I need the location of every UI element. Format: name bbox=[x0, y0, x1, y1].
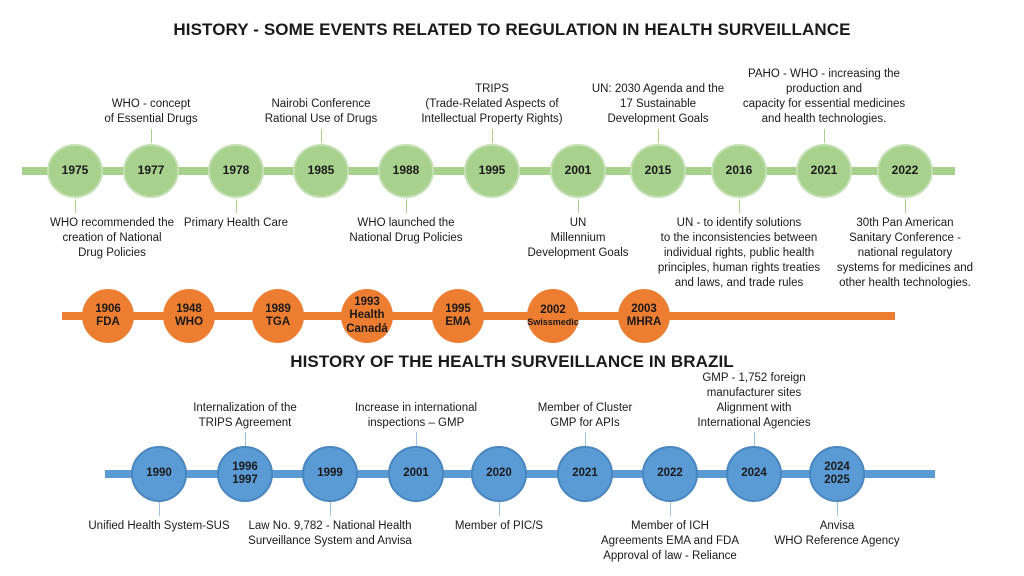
brazil-year: 1999 bbox=[317, 467, 343, 480]
agency-text bbox=[527, 304, 579, 328]
global-tick-1978 bbox=[236, 199, 237, 213]
global-tick-2015 bbox=[658, 129, 659, 143]
global-tick-2022 bbox=[905, 199, 906, 213]
brazil-event-label-2020: Member of PIC/S bbox=[454, 520, 544, 532]
agency-node-who bbox=[163, 289, 215, 343]
agency-year: 1993 bbox=[354, 296, 380, 309]
agency-name: Health Canadá bbox=[346, 309, 388, 335]
global-tick-1995 bbox=[492, 129, 493, 143]
brazil-tick-1990 bbox=[159, 502, 160, 516]
agency-text bbox=[95, 303, 121, 329]
brazil-node-1996-1997 bbox=[217, 446, 273, 502]
agency-name: FDA bbox=[96, 316, 120, 328]
brazil-year: 1990 bbox=[146, 467, 172, 480]
global-node-1995: 1995 bbox=[464, 144, 520, 198]
global-tick-2001 bbox=[578, 199, 579, 213]
global-event-label-1975: WHO recommended the creation of National Drug Policies bbox=[50, 217, 174, 259]
brazil-event-label-2021: Member of Cluster GMP for APIs bbox=[537, 402, 633, 429]
global-event-label-1985: Nairobi Conference Rational Use of Drugs bbox=[264, 98, 378, 125]
brazil-event-label-2022: Member of ICH Agreements EMA and FDA Approval of law - Reliance bbox=[600, 520, 740, 562]
agency-text bbox=[445, 303, 471, 329]
brazil-node-2020 bbox=[471, 446, 527, 502]
global-event-label-1995: TRIPS (Trade-Related Aspects of Intellectual Property Rights) bbox=[421, 83, 563, 125]
agency-year: 1906 bbox=[95, 302, 121, 315]
global-node-2015: 2015 bbox=[630, 144, 686, 198]
agency-text bbox=[346, 296, 388, 336]
brazil-year: 2024 2025 bbox=[824, 460, 850, 486]
brazil-event-label-2024 2025: Anvisa WHO Reference Agency bbox=[774, 520, 900, 547]
brazil-tick-2024 2025 bbox=[837, 502, 838, 516]
brazil-node-2024 bbox=[726, 446, 782, 502]
global-event-label-2022: 30th Pan American Sanitary Conference - national regulatory systems for medicines and other health technologies. bbox=[836, 217, 974, 289]
global-event-label-1978: Primary Health Care bbox=[183, 217, 289, 229]
brazil-tick-2001 bbox=[416, 432, 417, 446]
global-event-label-2016: UN - to identify solutions to the inconsistencies between individual rights, public health principles, human rights treaties and laws, and trade rules bbox=[657, 217, 821, 289]
agency-year: 2002 bbox=[540, 304, 566, 317]
brazil-node-1990 bbox=[131, 446, 187, 502]
global-event-label-2015: UN: 2030 Agenda and the 17 Sustainable Development Goals bbox=[591, 83, 725, 125]
agency-year: 1995 bbox=[445, 302, 471, 315]
global-event-label-1988: WHO launched the National Drug Policies bbox=[349, 217, 463, 244]
brazil-tick-1996 1997 bbox=[245, 432, 246, 446]
global-node-1985: 1985 bbox=[293, 144, 349, 198]
global-node-2016: 2016 bbox=[711, 144, 767, 198]
brazil-year: 2022 bbox=[657, 467, 683, 480]
global-node-1978: 1978 bbox=[208, 144, 264, 198]
global-event-label-2001: UN Millennium Development Goals bbox=[527, 217, 629, 259]
agency-text bbox=[627, 303, 662, 329]
brazil-event-label-1990: Unified Health System-SUS bbox=[88, 520, 230, 532]
brazil-tick-2021 bbox=[585, 432, 586, 446]
global-tick-1977 bbox=[151, 129, 152, 143]
agency-year: 2003 bbox=[631, 302, 657, 315]
agency-year: 1948 bbox=[176, 302, 202, 315]
agency-node-fda bbox=[82, 289, 134, 343]
brazil-tick-2020 bbox=[499, 502, 500, 516]
global-node-2001: 2001 bbox=[550, 144, 606, 198]
global-node-1988: 1988 bbox=[378, 144, 434, 198]
agency-name: MHRA bbox=[626, 316, 662, 328]
brazil-node-2021 bbox=[557, 446, 613, 502]
brazil-year: 2024 bbox=[741, 467, 767, 480]
agency-name: TGA bbox=[265, 316, 291, 328]
brazil-event-label-2024: GMP - 1,752 foreign manufacturer sites Alignment with International Agencies bbox=[697, 372, 811, 429]
brazil-year: 2021 bbox=[572, 467, 598, 480]
main-title: HISTORY - SOME EVENTS RELATED TO REGULATION IN HEALTH SURVEILLANCE bbox=[173, 20, 851, 39]
global-tick-2021 bbox=[824, 129, 825, 143]
brazil-year: 1996 1997 bbox=[232, 460, 258, 486]
brazil-year: 2020 bbox=[486, 467, 512, 480]
agency-node-swissmedic bbox=[527, 289, 579, 343]
global-tick-1985 bbox=[321, 129, 322, 143]
brazil-node-2024-2025 bbox=[809, 446, 865, 502]
global-tick-1975 bbox=[75, 199, 76, 213]
brazil-event-label-1999: Law No. 9,782 - National Health Surveillance System and Anvisa bbox=[248, 520, 412, 547]
global-node-1975: 1975 bbox=[47, 144, 103, 198]
agency-year: 1989 bbox=[265, 302, 291, 315]
brazil-title: HISTORY OF THE HEALTH SURVEILLANCE IN BRAZIL bbox=[290, 352, 734, 371]
agency-text bbox=[175, 303, 203, 329]
global-event-label-1977: WHO - concept of Essential Drugs bbox=[104, 98, 198, 125]
agency-name: WHO bbox=[174, 316, 204, 328]
agency-node-ema bbox=[432, 289, 484, 343]
brazil-tick-2024 bbox=[754, 432, 755, 446]
brazil-node-2022 bbox=[642, 446, 698, 502]
brazil-event-label-2001: Increase in international inspections – GMP bbox=[354, 402, 478, 429]
agency-node-tga bbox=[252, 289, 304, 343]
global-event-label-2021: PAHO - WHO - increasing the production and capacity for essential medicines and health technologies. bbox=[742, 68, 906, 125]
brazil-tick-1999 bbox=[330, 502, 331, 516]
global-node-1977: 1977 bbox=[123, 144, 179, 198]
brazil-year: 2001 bbox=[403, 467, 429, 480]
brazil-event-label-1996 1997: Internalization of the TRIPS Agreement bbox=[193, 402, 297, 429]
agency-node-mhra bbox=[618, 289, 670, 343]
global-node-2022: 2022 bbox=[877, 144, 933, 198]
agency-name: Swissmedic bbox=[527, 317, 579, 328]
brazil-node-1999 bbox=[302, 446, 358, 502]
brazil-node-2001 bbox=[388, 446, 444, 502]
global-node-2021: 2021 bbox=[796, 144, 852, 198]
agency-node-health-canadá bbox=[341, 289, 393, 343]
global-tick-1988 bbox=[406, 199, 407, 213]
brazil-tick-2022 bbox=[670, 502, 671, 516]
agency-name: EMA bbox=[445, 316, 471, 328]
agency-text bbox=[265, 303, 291, 329]
global-tick-2016 bbox=[739, 199, 740, 213]
